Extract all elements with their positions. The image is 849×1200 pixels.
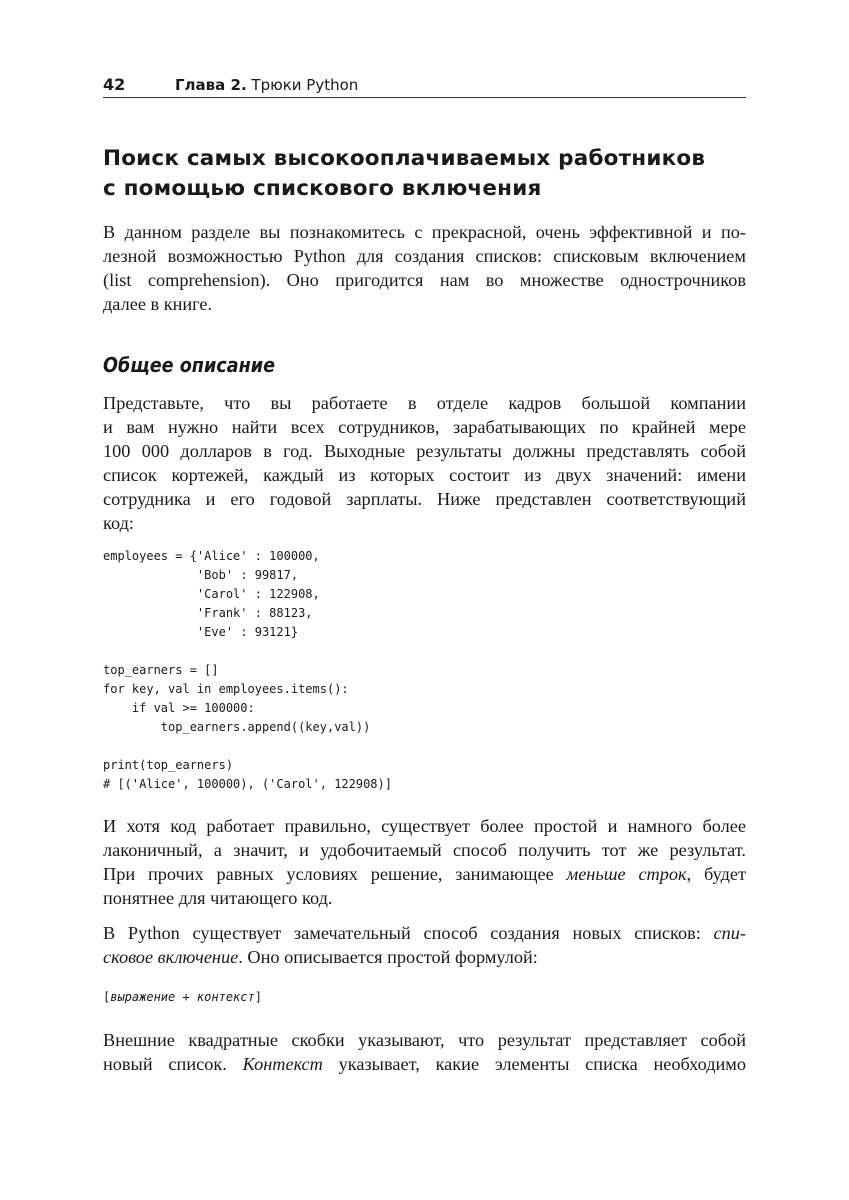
emphasis: спи- [713, 923, 746, 943]
page-number: 42 [103, 75, 126, 94]
text-line: лаконичный, а значит, и удобочитаемый способ получить тот же результат. [103, 840, 746, 860]
text-line: и вам нужно найти всех сотрудников, зарабатывающих по крайней мере [103, 417, 746, 437]
formula: выражение + контекст [110, 990, 255, 1004]
header-rule [103, 97, 746, 98]
formula-code [103, 988, 746, 1007]
text-line: сотрудника и его годовой зарплаты. Ниже представлен соответствующий [103, 489, 746, 509]
text-line: лезной возможностью Python для создания списков: списковым включением [103, 246, 746, 266]
section-title-line-2: с помощью спискового включения [103, 176, 542, 201]
text-line: список кортежей, каждый из которых состоит из двух значений: имени [103, 465, 746, 485]
chapter-title: Трюки Python [251, 76, 359, 94]
text-line: код: [103, 513, 134, 533]
section-title-line-1: Поиск самых высокооплачиваемых работников [103, 146, 706, 171]
emphasis: Контекст [242, 1054, 323, 1074]
text-line: Внешние квадратные скобки указывают, что результат представляет собой [103, 1030, 746, 1050]
subsection-title: Общее описание [103, 353, 276, 377]
emphasis: меньше строк [566, 864, 687, 884]
text-line [103, 945, 746, 969]
bracket: ] [254, 990, 262, 1004]
text: В Python существует замечательный способ создания новых списков: [103, 923, 714, 943]
text-line: (list comprehension). Оно пригодится нам во множестве однострочников [103, 270, 746, 290]
text-line: В данном разделе вы познакомитесь с прекрасной, очень эффективной и по- [103, 222, 746, 242]
text-line: понятнее для читающего код. [103, 888, 333, 908]
text-line [103, 921, 746, 945]
text-line [103, 1052, 746, 1076]
text: указывает, какие элементы списка необходимо [322, 1054, 747, 1074]
text: При прочих равных условиях решение, занимающее [103, 864, 567, 884]
running-header [103, 75, 746, 94]
chapter-label: Глава 2. [175, 76, 247, 94]
bracket: [ [103, 990, 111, 1004]
text: новый список. [103, 1054, 243, 1074]
text-line [103, 862, 746, 886]
text-line: Представьте, что вы работаете в отделе кадров большой компании [103, 393, 746, 413]
text: . Оно описывается простой формулой: [238, 947, 538, 967]
text-line: И хотя код работает правильно, существует более простой и намного более [103, 816, 746, 836]
text: , будет [686, 864, 747, 884]
text-line: 100 000 долларов в год. Выходные результаты должны представлять собой [103, 441, 746, 461]
code-listing: employees = {'Alice' : 100000, 'Bob' : 99817, 'Carol' : 122908, 'Frank' : 88123, 'Eve' : 93121} top_earners = [] for key, val in employees.items(): if val >= 100000: top_earners.append((key,val)) print(top_earners) # [('Alice', 100000), ('Carol', 122908)] [103, 549, 392, 791]
text-line: далее в книге. [103, 294, 213, 314]
emphasis: сковое включение [103, 947, 239, 967]
